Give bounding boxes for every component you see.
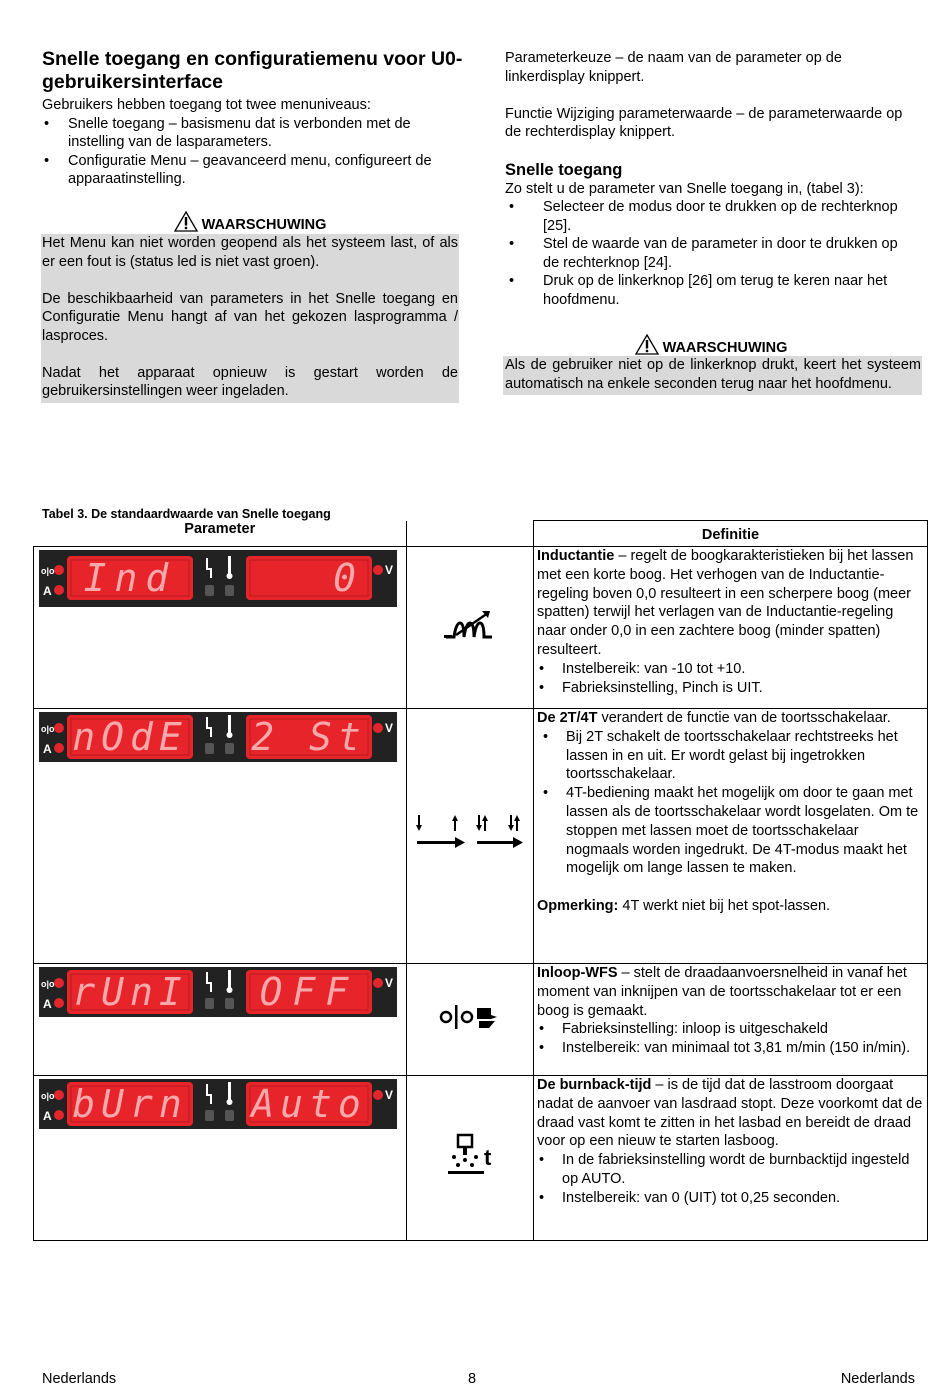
- definition-bullets: [537, 660, 924, 698]
- section-title: Snelle toegang: [505, 160, 623, 179]
- header-parameter: Parameter: [34, 519, 407, 545]
- left-display-text: Ind: [83, 556, 177, 600]
- amps-label: A: [43, 742, 52, 756]
- definition-title: Inloop-WFS: [537, 965, 618, 981]
- display-panel: [39, 1079, 397, 1129]
- trigger-2t-4t-icon: [415, 813, 525, 853]
- warning-triangle-icon: [635, 334, 659, 355]
- list-item: • Fabrieksinstelling, Pinch is UIT.: [537, 679, 924, 698]
- table-caption: Tabel 3. De standaardwaarde van Snelle toegang: [42, 507, 331, 521]
- warning-box-left: [41, 234, 459, 403]
- parameter-cell: [34, 1076, 407, 1241]
- list-item: • Fabrieksinstelling: inloop is uitgeschakeld: [537, 1020, 924, 1039]
- definition-text: – regelt de boogkarakteristieken bij het lassen met een korte boog. Het verhogen van de Inductantie-regeling boven 0,0 resulteert in een scherpere boog (meer spatten) terwijl het verlagen van de Inductantie-regeling naar onder 0,0 in een zachtere boog (minder spatten) resulteert.: [537, 548, 914, 658]
- page-title: Snelle toegang en configuratiemenu voor U0-gebruikersinterface: [42, 48, 463, 93]
- list-item: • Instelbereik: van minimaal tot 3,81 m/min (150 in/min).: [537, 1039, 924, 1058]
- note: [537, 897, 924, 916]
- definition-cell: [534, 964, 928, 1076]
- right-display-text: 2 St: [251, 715, 367, 759]
- left-display-text: nOdE: [72, 715, 188, 759]
- definition-cell: [534, 547, 928, 709]
- note-label: Opmerking:: [537, 897, 619, 914]
- definition-cell: [534, 1076, 928, 1241]
- wire-symbol: o|o: [41, 566, 55, 576]
- definition-title: De burnback-tijd: [537, 1077, 652, 1093]
- right-display-text: Auto: [251, 1082, 367, 1126]
- wire-symbol: o|o: [41, 979, 55, 989]
- table-row: [34, 709, 928, 964]
- warning-text: Als de gebruiker niet op de linkerknop drukt, keert het systeem automatisch na enkele seconden terug naar het hoofdmenu.: [505, 357, 921, 392]
- warning-label: WAARSCHUWING: [201, 217, 327, 233]
- list-item: • Selecteer de modus door te drukken op de rechterknop [25].: [505, 198, 917, 235]
- volts-label: V: [385, 563, 394, 577]
- list-item: • Druk op de linkerknop [26] om terug te keren naar het hoofdmenu.: [505, 272, 917, 309]
- note-text: 4T werkt niet bij het spot-lassen.: [618, 897, 831, 914]
- left-intro: Gebruikers hebben toegang tot twee menuniveaus:: [42, 97, 371, 113]
- burnback-icon: [444, 1133, 496, 1177]
- icon-cell: [407, 1076, 534, 1241]
- left-bullets: [42, 115, 458, 189]
- list-item: • In de fabrieksinstelling wordt de burnbacktijd ingesteld op AUTO.: [537, 1151, 924, 1189]
- list-item: • Instelbereik: van 0 (UIT) tot 0,25 seconden.: [537, 1189, 924, 1208]
- icon-cell: [407, 547, 534, 709]
- list-item: • Snelle toegang – basismenu dat is verbonden met de instelling van de lasparameters.: [42, 115, 458, 152]
- param-select-text: Parameterkeuze – de naam van de parameter op de linkerdisplay knippert.: [505, 50, 842, 85]
- list-item: • Stel de waarde van de parameter in door te drukken op de rechterknop [24].: [505, 235, 917, 272]
- amps-label: A: [43, 997, 52, 1011]
- right-display-text: 0: [333, 556, 364, 600]
- left-intro-block: [42, 96, 458, 189]
- table-row: [34, 964, 928, 1076]
- definition-text: – stelt de draadaanvoersnelheid in vanaf het moment van inknijpen van de toortsschakelaar tot er een boog is gemaakt.: [537, 965, 907, 1019]
- header-empty: [407, 521, 534, 547]
- table-row: [34, 1076, 928, 1241]
- definition-bullets: [537, 1151, 924, 1207]
- section-intro: Zo stelt u de parameter van Snelle toegang in, (tabel 3):: [505, 180, 864, 197]
- quick-access-table: [33, 520, 928, 1241]
- definition-cell: [534, 709, 928, 964]
- warning-label: WAARSCHUWING: [662, 340, 788, 356]
- warning-heading-left: [42, 211, 458, 235]
- volts-label: V: [385, 1088, 394, 1102]
- definition-text: – is de tijd dat de lasstroom doorgaat nadat de aanvoer van lasdraad stopt. Deze voorkomt dat de draad vast komt te zitten in het lasbad en bereidt de draad voor op een nieuw te starten lasboog.: [537, 1077, 923, 1150]
- list-item: • Instelbereik: van -10 tot +10.: [537, 660, 924, 679]
- display-panel: [39, 712, 397, 762]
- parameter-cell: [34, 709, 407, 964]
- definition-text: verandert de functie van de toortsschakelaar.: [597, 710, 891, 726]
- list-item: • 4T-bediening maakt het mogelijk om door te gaan met lassen als de toortsschakelaar wordt losgelaten. Om te stoppen met lassen moet de toortsschakelaar nogmaals worden ingedrukt. De 4T-modus maakt het mogelijk om lange lassen te maken.: [541, 784, 924, 878]
- run-in-wfs-icon: [439, 1004, 501, 1030]
- list-item: • Bij 2T schakelt de toortsschakelaar rechtstreeks het lassen in en uit. Er wordt gelast bij ingetrokken toortsschakelaar.: [541, 728, 924, 784]
- display-panel: [39, 967, 397, 1017]
- parameter-cell: [34, 964, 407, 1076]
- header-definition: Definitie: [534, 521, 928, 547]
- warning-box-right: [503, 356, 922, 395]
- left-display-text: rUnI: [72, 970, 188, 1014]
- icon-cell: [407, 964, 534, 1076]
- value-change-text: Functie Wijziging parameterwaarde – de parameterwaarde op de rechterdisplay knippert.: [505, 105, 903, 140]
- footer-language-right: Nederlands: [840, 1371, 915, 1387]
- warning-text: Nadat het apparaat opnieuw is gestart worden de gebruikersinstellingen weer ingeladen.: [42, 364, 458, 399]
- volts-label: V: [385, 721, 394, 735]
- left-display-text: bUrn: [72, 1082, 188, 1126]
- warning-text: De beschikbaarheid van parameters in het Snelle toegang en Configuratie Menu hangt af van het gekozen lasprogramma / lasproces.: [42, 290, 458, 344]
- amps-label: A: [43, 584, 52, 598]
- definition-bullets: [537, 1020, 924, 1058]
- warning-text: Het Menu kan niet worden geopend als het systeem last, of als er een fout is (status led is niet vast groen).: [42, 235, 458, 270]
- volts-label: V: [385, 976, 394, 990]
- page-number: 8: [468, 1371, 477, 1387]
- list-item: • Configuratie Menu – geavanceerd menu, configureert de apparaatinstelling.: [42, 152, 458, 189]
- inductance-icon: [442, 605, 498, 645]
- table-row: [34, 547, 928, 709]
- definition-title: De 2T/4T: [537, 710, 598, 726]
- right-column: [505, 49, 917, 309]
- svg-text:t: t: [484, 1145, 492, 1171]
- definition-bullets: [537, 728, 924, 878]
- right-display-text: OFF: [259, 970, 359, 1014]
- wire-symbol: o|o: [41, 724, 55, 734]
- parameter-cell: [34, 547, 407, 709]
- definition-title: Inductantie: [537, 548, 615, 564]
- wire-symbol: o|o: [41, 1091, 55, 1101]
- table-header-row: [34, 521, 928, 547]
- footer-language-left: Nederlands: [42, 1371, 117, 1387]
- steps-list: [505, 198, 917, 309]
- warning-triangle-icon: [174, 211, 198, 232]
- icon-cell: [407, 709, 534, 964]
- display-panel: [39, 550, 397, 607]
- amps-label: A: [43, 1109, 52, 1123]
- warning-heading-right: [505, 334, 917, 358]
